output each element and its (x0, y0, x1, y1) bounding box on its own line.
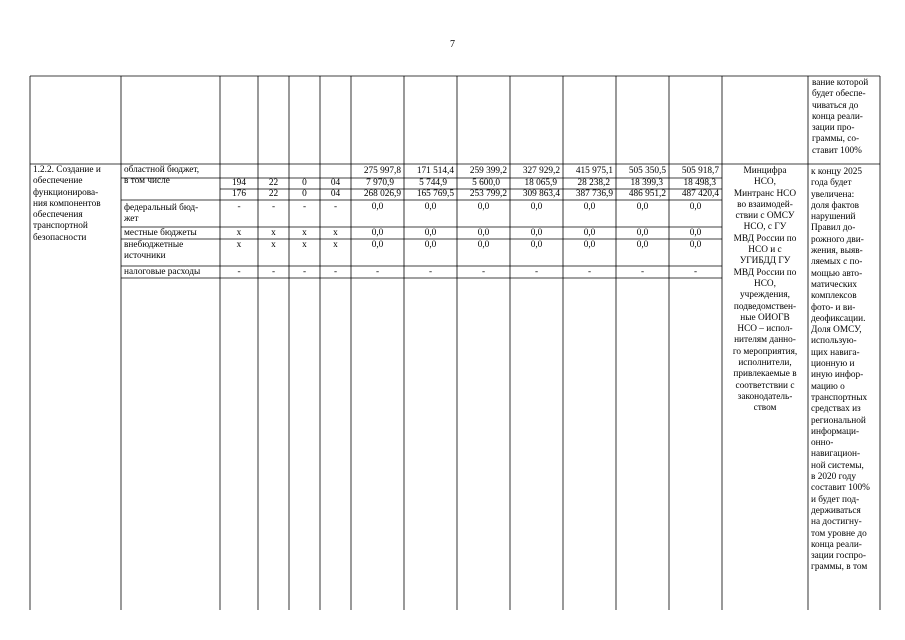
value-cell: 0,0 (583, 202, 596, 212)
code-cell: 22 (268, 178, 279, 188)
value-cell: 0,0 (583, 240, 596, 250)
value-cell: 0,0 (636, 202, 649, 212)
code-cell: - (302, 202, 307, 212)
value-cell: - (428, 267, 433, 277)
value-cell: 165 769,5 (416, 189, 454, 199)
source-label-local: местные бюджеты (124, 228, 197, 238)
value-cell: 0,0 (424, 202, 437, 212)
value-cell: 5 600,0 (472, 178, 500, 188)
code-cell: 194 (232, 178, 246, 188)
code-cell: 04 (330, 189, 341, 199)
value-cell: 387 736,9 (575, 189, 613, 199)
code-cell: - (333, 202, 338, 212)
value-cell: 0,0 (689, 228, 702, 238)
value-cell: 0,0 (477, 228, 490, 238)
value-cell: 18 065,9 (524, 178, 557, 188)
value-cell: 7 970,9 (366, 178, 394, 188)
value-cell: - (534, 267, 539, 277)
source-label-extrabudget: внебюджетные источники (124, 240, 184, 262)
value-cell: - (375, 267, 380, 277)
code-cell: - (237, 267, 241, 277)
value-cell: 0,0 (636, 228, 649, 238)
value-cell: 259 399,2 (469, 166, 507, 176)
code-cell: 176 (232, 189, 246, 199)
source-label-tax: налоговые расходы (124, 267, 201, 277)
value-cell: 0,0 (371, 202, 384, 212)
code-cell: x (333, 240, 338, 250)
code-cell: - (271, 202, 276, 212)
code-cell: x (236, 240, 242, 250)
value-cell: 505 918,7 (681, 166, 719, 176)
value-cell: 0,0 (689, 240, 702, 250)
code-cell: 0 (302, 189, 307, 199)
result-text: к концу 2025 года будет увеличена: доля фактов нарушений Правил до- рожного дви- жения, выяв- ляемых с по- мощью авто- матических комплексов фото- и ви- деофиксации. Доля ОМСУ, использую- щих навига- ционную и иную инфор- мацию о транспортных средствах из региональной информаци- онно- навигацион- ной системы, в 2020 году составит 100% и будет под- держиваться на достигну- том уровне до конца реали- зации госпро- граммы, в том (811, 167, 870, 573)
value-cell: 0,0 (530, 228, 543, 238)
value-cell: 487 420,4 (681, 189, 719, 199)
top-row-goal-text: вание которой будет обеспе- чиваться до конца реали- зации про- граммы, со- ставит 100% (812, 78, 869, 156)
code-cell: 0 (302, 178, 307, 188)
value-cell: 327 929,2 (522, 166, 560, 176)
value-cell: 0,0 (636, 240, 649, 250)
code-cell: x (271, 240, 276, 250)
value-cell: - (640, 267, 645, 277)
value-cell: - (693, 267, 698, 277)
value-cell: 309 863,4 (522, 189, 560, 199)
code-cell: - (302, 267, 307, 277)
value-cell: 0,0 (424, 240, 437, 250)
value-cell: 275 997,8 (363, 166, 401, 176)
value-cell: 18 498,3 (683, 178, 716, 188)
code-cell: - (271, 267, 276, 277)
value-cell: 0,0 (477, 202, 490, 212)
value-cell: 18 399,3 (630, 178, 663, 188)
executor-text: Минцифра НСО, Минтранс НСО во взаимодей- ствии с ОМСУ НСО, с ГУ МВД России по НСО и с УГИБДД ГУ МВД России по НСО, учреждения, подведомствен- ные ОИОГВ НСО – испол- нителям данно- го мероприятия, исполнители, привлекаемые в соответствии с законодатель- ством (732, 166, 798, 414)
measure-code-name: 1.2.2. Создание и обеспечение функционирова- ния компонентов обеспечения транспортной безопасности (33, 165, 101, 243)
value-cell: 28 238,2 (577, 178, 610, 188)
value-cell: 0,0 (424, 228, 437, 238)
value-cell: 171 514,4 (416, 166, 454, 176)
value-cell: - (587, 267, 592, 277)
page-number: 7 (450, 39, 455, 50)
value-cell: 5 744,9 (419, 178, 447, 188)
value-cell: 486 951,2 (628, 189, 666, 199)
code-cell: x (236, 228, 242, 238)
code-cell: x (302, 228, 307, 238)
source-label-federal: федеральный бюд- жет (124, 203, 199, 225)
value-cell: 0,0 (371, 240, 384, 250)
code-cell: x (271, 228, 276, 238)
value-cell: 0,0 (689, 202, 702, 212)
value-cell: 253 799,2 (469, 189, 507, 199)
code-cell: 04 (330, 178, 341, 188)
value-cell: - (481, 267, 486, 277)
value-cell: 0,0 (371, 228, 384, 238)
value-cell: 505 350,5 (628, 166, 666, 176)
code-cell: - (333, 267, 338, 277)
value-cell: 0,0 (530, 240, 543, 250)
code-cell: x (302, 240, 307, 250)
value-cell: 0,0 (583, 228, 596, 238)
code-cell: - (237, 202, 241, 212)
value-cell: 0,0 (477, 240, 490, 250)
value-cell: 415 975,1 (575, 166, 613, 176)
value-cell: 0,0 (530, 202, 543, 212)
code-cell: x (333, 228, 338, 238)
value-cell: 268 026,9 (363, 189, 401, 199)
source-label-regional: областной бюджет, в том числе (124, 165, 200, 187)
code-cell: 22 (268, 189, 279, 199)
